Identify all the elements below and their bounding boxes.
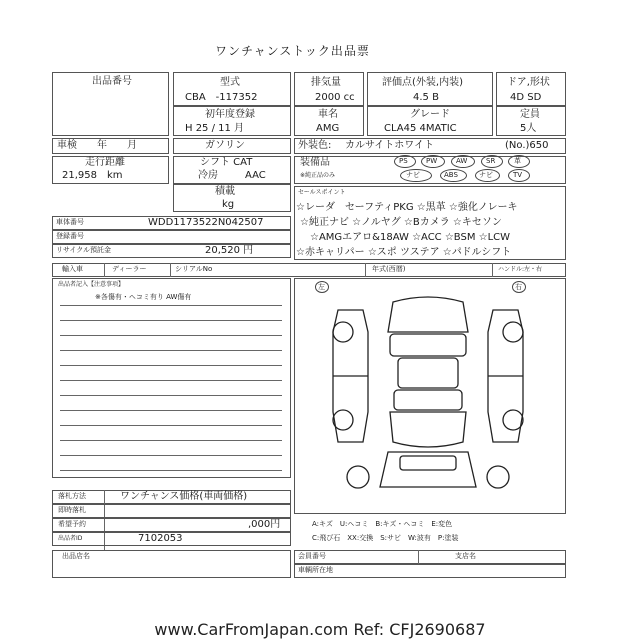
inspection-label: 車検 年 月 <box>57 140 137 151</box>
vehicle-location-label: 車輌所在地 <box>298 566 333 574</box>
notes-rule-4 <box>60 350 282 351</box>
equip-sr: SR <box>486 157 496 165</box>
year-label: 年式(西暦) <box>372 265 406 273</box>
first-reg-value: H 25 / 11 月 <box>185 123 245 134</box>
notes-rule-9 <box>60 425 282 426</box>
notes-text: ※各傷有・ヘコミ有り AW傷有 <box>95 293 192 301</box>
watermark: www.CarFromJapan.com Ref: CFJ2690687 <box>154 620 486 639</box>
load-value: kg <box>222 199 235 210</box>
immediate-label: 即時落札 <box>58 506 86 514</box>
seller-id-value: 7102053 <box>138 533 183 544</box>
notes-rule-1 <box>60 305 282 306</box>
member-label: 会員番号 <box>298 552 326 560</box>
sheet-title: ワンチャンストック出品票 <box>215 44 370 58</box>
method-value: ワンチャンス価格(車両価格) <box>120 491 248 502</box>
notes-label: 出品者記入【注意事項】 <box>58 281 125 288</box>
equip-abs: ABS <box>444 171 458 179</box>
notes-rule-5 <box>60 365 282 366</box>
store-label: 出品店名 <box>62 552 90 560</box>
import-sep-1 <box>104 263 105 277</box>
import-label: 輸入車 <box>62 265 83 273</box>
method-label: 落札方法 <box>58 492 86 500</box>
vin-label: 車体番号 <box>56 218 84 226</box>
first-reg-label: 初年度登録 <box>205 109 255 120</box>
capacity-label: 定員 <box>520 109 540 120</box>
equip-aw: AW <box>456 157 468 165</box>
recycle-label: リサイクル預託金 <box>56 246 112 254</box>
import-sep-2 <box>170 263 171 277</box>
equip-tv: TV <box>513 171 523 179</box>
equipment-note: ※純正品のみ <box>300 172 336 179</box>
notes-box <box>52 278 291 478</box>
mileage-value: 21,958 km <box>62 170 123 181</box>
import-sep-4 <box>492 263 493 277</box>
aircon-value: AAC <box>245 170 266 181</box>
doors-label: ドア,形状 <box>507 77 550 88</box>
score-label: 評価点(外装,内装) <box>382 77 463 88</box>
reg-label: 登録番号 <box>56 232 84 240</box>
lot-number-label: 出品番号 <box>92 76 132 87</box>
car-top-rear-window <box>394 390 462 410</box>
equip-navi2: ナビ <box>479 171 493 179</box>
wheel-left-rear <box>333 410 353 430</box>
color-code: (No.)650 <box>505 140 549 151</box>
serial-label: シリアルNo <box>175 265 213 273</box>
displacement-value: 2000 cc <box>315 92 355 103</box>
legend-line-2: C:飛び石 XX:交換 S:サビ W:波有 P:塗装 <box>312 534 459 542</box>
location-row <box>294 564 566 578</box>
grade-value: CLA45 4MATIC <box>384 123 457 134</box>
sales-point-line-3: ☆AMGエアロ&18AW ☆ACC ☆BSM ☆LCW <box>310 232 511 243</box>
dealer-label: ディーラー <box>112 265 147 273</box>
desired-label: 希望予約 <box>58 520 86 528</box>
notes-rule-6 <box>60 380 282 381</box>
branch-label: 支店名 <box>455 552 476 560</box>
member-sep <box>418 550 419 564</box>
rear-window <box>400 456 456 470</box>
vin-value: WDD1173522N042507 <box>148 217 264 228</box>
notes-rule-11 <box>60 455 282 456</box>
sales-point-line-1: ☆レーダ セーフティPKG ☆黒革 ☆強化ノレーキ <box>296 202 518 213</box>
notes-rule-2 <box>60 320 282 321</box>
load-label: 積載 <box>215 186 235 197</box>
car-name-value: AMG <box>316 123 340 134</box>
sales-point-line-4: ☆赤キャリパー ☆スポ ツステア ☆パドルシフト <box>296 247 512 258</box>
model-value: CBA -117352 <box>185 92 258 103</box>
shift-value: シフト CAT <box>200 157 253 168</box>
notes-rule-12 <box>60 470 282 471</box>
score-value: 4.5 B <box>413 92 439 103</box>
import-sep-3 <box>365 263 366 277</box>
legend-line-1: A:キズ U:ヘコミ B:キズ・ヘコミ E:変色 <box>312 520 453 528</box>
car-top-front <box>388 297 468 332</box>
grade-label: グレード <box>410 109 450 120</box>
immediate-row <box>52 504 291 518</box>
equip-navi: ナビ <box>406 171 420 179</box>
wheel-right-front <box>503 322 523 342</box>
color-label: 外装色: <box>298 140 332 151</box>
equipment-label: 装備品 <box>300 157 330 168</box>
car-top-windshield <box>390 334 466 356</box>
recycle-value: 20,520 円 <box>205 245 254 256</box>
car-top-rear <box>390 412 466 447</box>
handle-label: ハンドル:左・右 <box>498 266 543 273</box>
notes-rule-7 <box>60 395 282 396</box>
desired-value: ,000円 <box>248 519 281 530</box>
displacement-label: 排気量 <box>311 77 341 88</box>
capacity-value: 5人 <box>520 123 537 134</box>
car-diagram <box>318 292 538 502</box>
equip-ps: PS <box>399 157 408 165</box>
car-top-roof <box>398 358 458 388</box>
reg-box <box>52 230 291 244</box>
doors-value: 4D SD <box>510 92 542 103</box>
notes-rule-10 <box>60 440 282 441</box>
right-label: 右 <box>515 283 522 291</box>
seller-id-label: 出品者ID <box>58 535 83 542</box>
model-label: 型式 <box>220 77 240 88</box>
sales-points-label: セールスポイント <box>298 189 346 196</box>
wheel-rear-left <box>347 466 369 488</box>
member-row <box>294 550 566 564</box>
wheel-left-front <box>333 322 353 342</box>
car-name-label: 車名 <box>318 109 338 120</box>
wheel-rear-right <box>487 466 509 488</box>
equip-pw: PW <box>426 157 438 165</box>
mileage-label: 走行距離 <box>85 157 125 168</box>
left-label: 左 <box>318 283 325 291</box>
notes-rule-8 <box>60 410 282 411</box>
notes-rule-3 <box>60 335 282 336</box>
fuel-value: ガソリン <box>205 140 245 151</box>
aircon-label: 冷房 <box>198 170 218 181</box>
equip-leather: 革 <box>514 157 521 165</box>
wheel-right-rear <box>503 410 523 430</box>
color-value: カルサイトホワイト <box>345 140 434 151</box>
sales-point-line-2: ☆純正ナビ ☆ノルヤグ ☆Bカメラ ☆キセソン <box>300 217 502 228</box>
